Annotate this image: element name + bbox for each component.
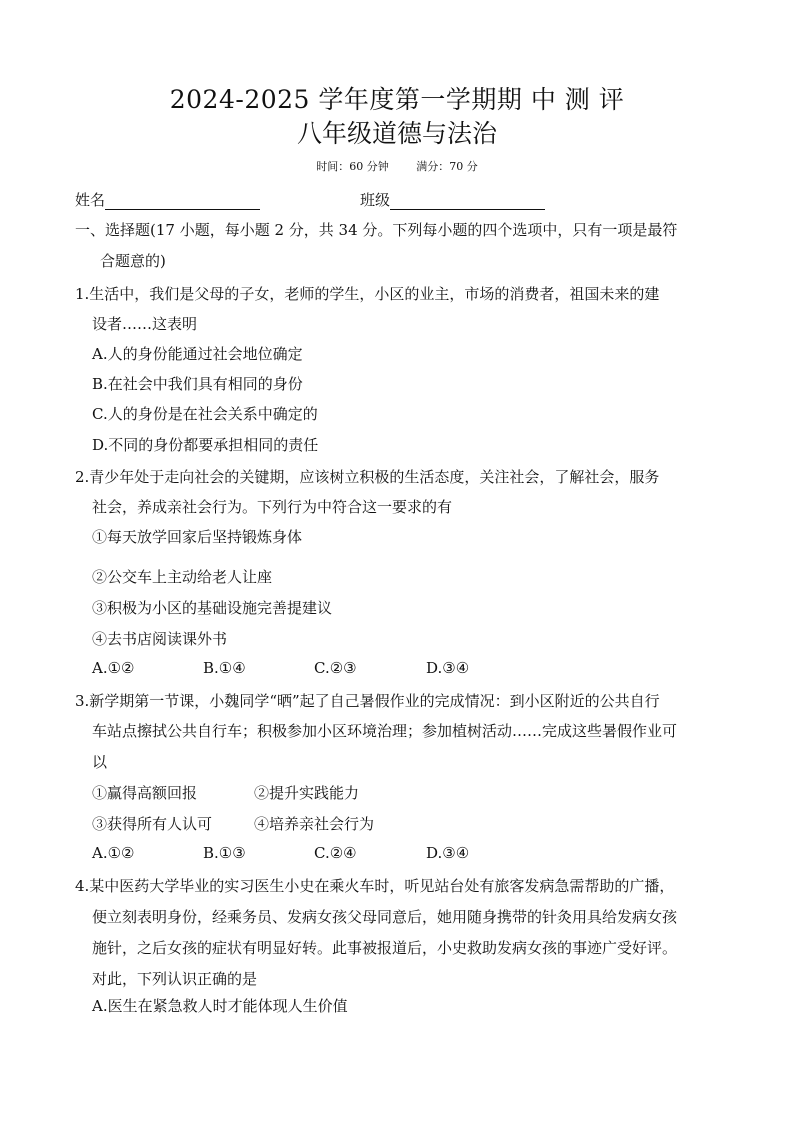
q2-option-c[interactable]: C.②③ [314, 659, 357, 677]
q2-option-a[interactable]: A.①② [92, 659, 135, 677]
q4-stem: 4.某中医药大学毕业的实习医生小史在乘火车时，听见站台处有旅客发病急需帮助的广播， [75, 877, 675, 895]
class-label: 班级 [360, 191, 391, 209]
q3-stem-cont1: 车站点擦拭公共自行车；积极参加小区环境治理；参加植树活动……完成这些暑假作业可 [92, 722, 678, 740]
q2-item-2: ②公交车上主动给老人让座 [92, 568, 273, 586]
q2-stem-cont: 社会，养成亲社会行为。下列行为中符合这一要求的有 [92, 498, 453, 516]
q4-stem-cont2: 施针，之后女孩的症状有明显好转。此事被报道后，小史救助发病女孩的事迹广受好评。 [92, 939, 678, 957]
q2-item-4: ④去书店阅读课外书 [92, 630, 228, 648]
name-field[interactable] [75, 189, 260, 210]
q4-stem-cont3: 对此，下列认识正确的是 [92, 970, 258, 988]
q1-option-c[interactable]: C.人的身份是在社会关系中确定的 [92, 405, 318, 423]
exam-score: 满分：70 分 [416, 160, 478, 173]
q1-option-a[interactable]: A.人的身份能通过社会地位确定 [92, 345, 303, 363]
name-label: 姓名 [75, 191, 106, 209]
q3-item-3: ③获得所有人认可 [92, 815, 213, 833]
section1-heading-cont: 合题意的) [100, 252, 166, 270]
exam-title: 2024-2025 学年度第一学期期 中 测 评 [169, 85, 625, 114]
q3-item-4: ④培养亲社会行为 [254, 815, 375, 833]
q2-stem: 2.青少年处于走向社会的关键期，应该树立积极的生活态度，关注社会，了解社会，服务 [75, 468, 660, 486]
q1-stem: 1.生活中，我们是父母的子女，老师的学生，小区的业主，市场的消费者，祖国未来的建 [75, 285, 660, 303]
q1-option-b[interactable]: B.在社会中我们具有相同的身份 [92, 375, 303, 393]
q3-item-1: ①赢得高额回报 [92, 784, 198, 802]
q1-stem-cont: 设者……这表明 [92, 315, 198, 333]
q3-option-d[interactable]: D.③④ [426, 844, 470, 862]
q2-item-1: ①每天放学回家后坚持锻炼身体 [92, 528, 303, 546]
q3-stem-cont2: 以 [92, 753, 108, 771]
exam-meta [0, 158, 794, 174]
q4-option-a[interactable]: A.医生在紧急救人时才能体现人生价值 [92, 997, 348, 1015]
q2-item-3: ③积极为小区的基础设施完善提建议 [92, 599, 333, 617]
q3-option-a[interactable]: A.①② [92, 844, 135, 862]
q3-stem: 3.新学期第一节课，小魏同学“晒”起了自己暑假作业的完成情况：到小区附近的公共自行 [75, 692, 660, 710]
q2-option-b[interactable]: B.①④ [203, 659, 246, 677]
q4-stem-cont1: 便立刻表明身份，经乘务员、发病女孩父母同意后，她用随身携带的针灸用具给发病女孩 [92, 908, 678, 926]
section1-heading: 一、选择题(17 小题，每小题 2 分，共 34 分。下列每小题的四个选项中，只有一项是最符 [75, 221, 678, 239]
q3-option-c[interactable]: C.②④ [314, 844, 357, 862]
q2-option-d[interactable]: D.③④ [426, 659, 470, 677]
class-blank[interactable] [390, 193, 545, 210]
q1-option-d[interactable]: D.不同的身份都要承担相同的责任 [92, 436, 319, 454]
q3-option-b[interactable]: B.①③ [203, 844, 246, 862]
exam-subject: 八年级道德与法治 [296, 119, 497, 148]
q3-item-2: ②提升实践能力 [254, 784, 360, 802]
name-blank[interactable] [105, 193, 260, 210]
exam-time: 时间：60 分钟 [316, 160, 389, 173]
class-field[interactable] [360, 189, 545, 210]
